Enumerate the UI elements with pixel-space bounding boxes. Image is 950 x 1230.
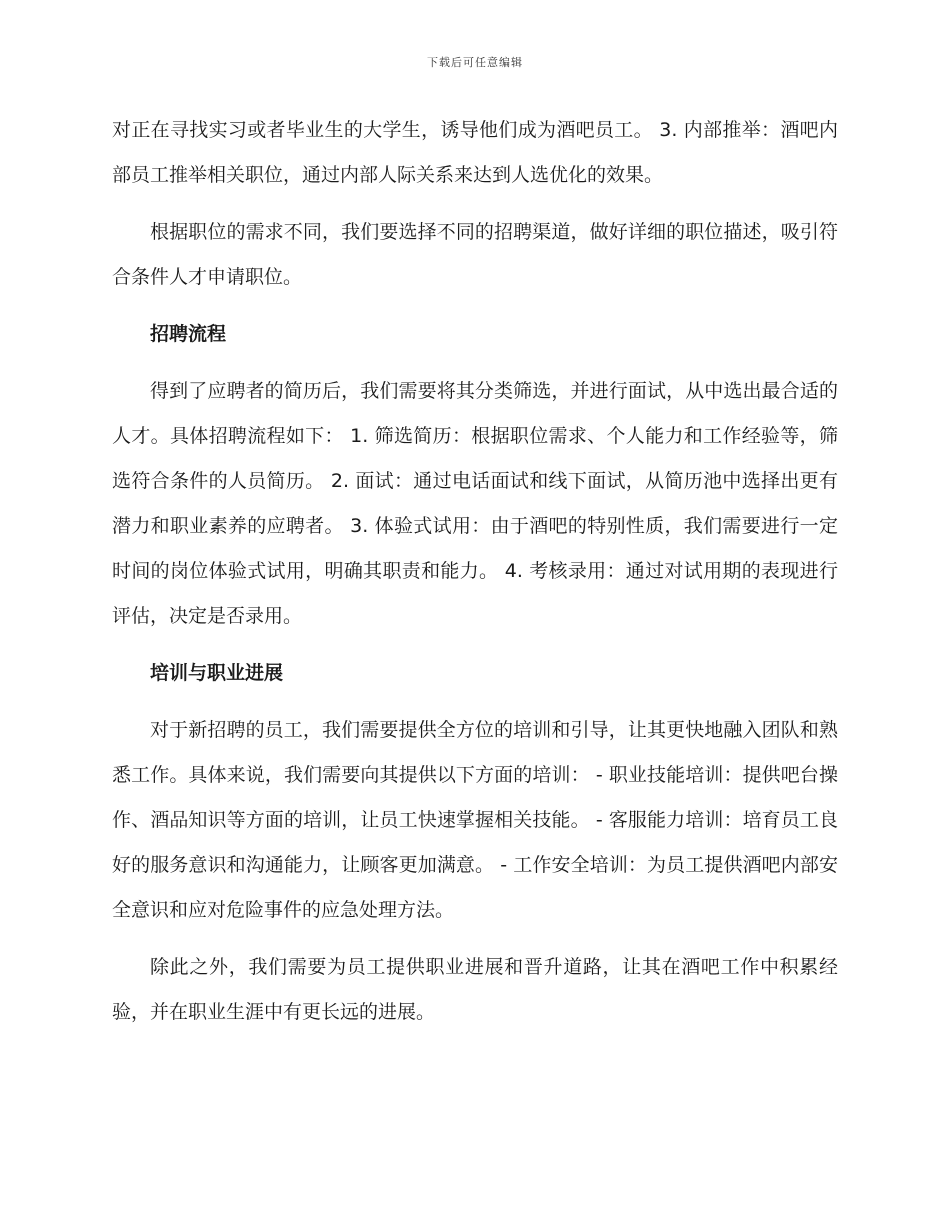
paragraph-training: 对于新招聘的员工，我们需要提供全方位的培训和引导，让其更快地融入团队和熟悉工作。具体来说，我们需要向其提供以下方面的培训： - 职业技能培训：提供吧台操作、酒品知识等方面的培训，让员工快速掌握相关技能。 - 客服能力培训：培育员工良好的服务意识和沟通能力，让顾客更加满意。 - 工作安全培训：为员工提供酒吧内部安全意识和应对危险事件的应急处理方法。	[112, 719, 838, 921]
paragraph-gap	[112, 639, 838, 651]
document-body	[112, 108, 838, 1035]
paragraph-gap	[112, 933, 838, 945]
page-header-note: 下载后可任意编辑	[427, 56, 523, 69]
paragraph-gap	[112, 198, 838, 210]
section-heading-training: 培训与职业进展	[150, 662, 284, 684]
paragraph-recruitment-process: 得到了应聘者的简历后，我们需要将其分类筛选，并进行面试，从中选出最合适的人才。具体招聘流程如下： 1. 筛选简历：根据职位需求、个人能力和工作经验等，筛选符合条件的人员简历。 2. 面试：通过电话面试和线下面试，从简历池中选择出更有潜力和职业素养的应聘者。 3. 体验式试用：由于酒吧的特别性质，我们需要进行一定时间的岗位体验式试用，明确其职责和能力。 4. 考核录用：通过对试用期的表现进行评估，决定是否录用。	[112, 380, 838, 627]
section-heading-recruitment-process: 招聘流程	[150, 323, 227, 345]
paragraph-internal-referral: 对正在寻找实习或者毕业生的大学生，诱导他们成为酒吧员工。 3. 内部推举：酒吧内部员工推举相关职位，通过内部人际关系来达到人选优化的效果。	[112, 119, 838, 186]
paragraph-gap	[112, 696, 838, 708]
paragraph-gap	[112, 300, 838, 312]
paragraph-gap	[112, 357, 838, 369]
paragraph-recruitment-channels: 根据职位的需求不同，我们要选择不同的招聘渠道，做好详细的职位描述，吸引符合条件人才申请职位。	[112, 221, 838, 288]
paragraph-career-progression: 除此之外，我们需要为员工提供职业进展和晋升道路，让其在酒吧工作中积累经验，并在职业生涯中有更长远的进展。	[112, 956, 838, 1023]
